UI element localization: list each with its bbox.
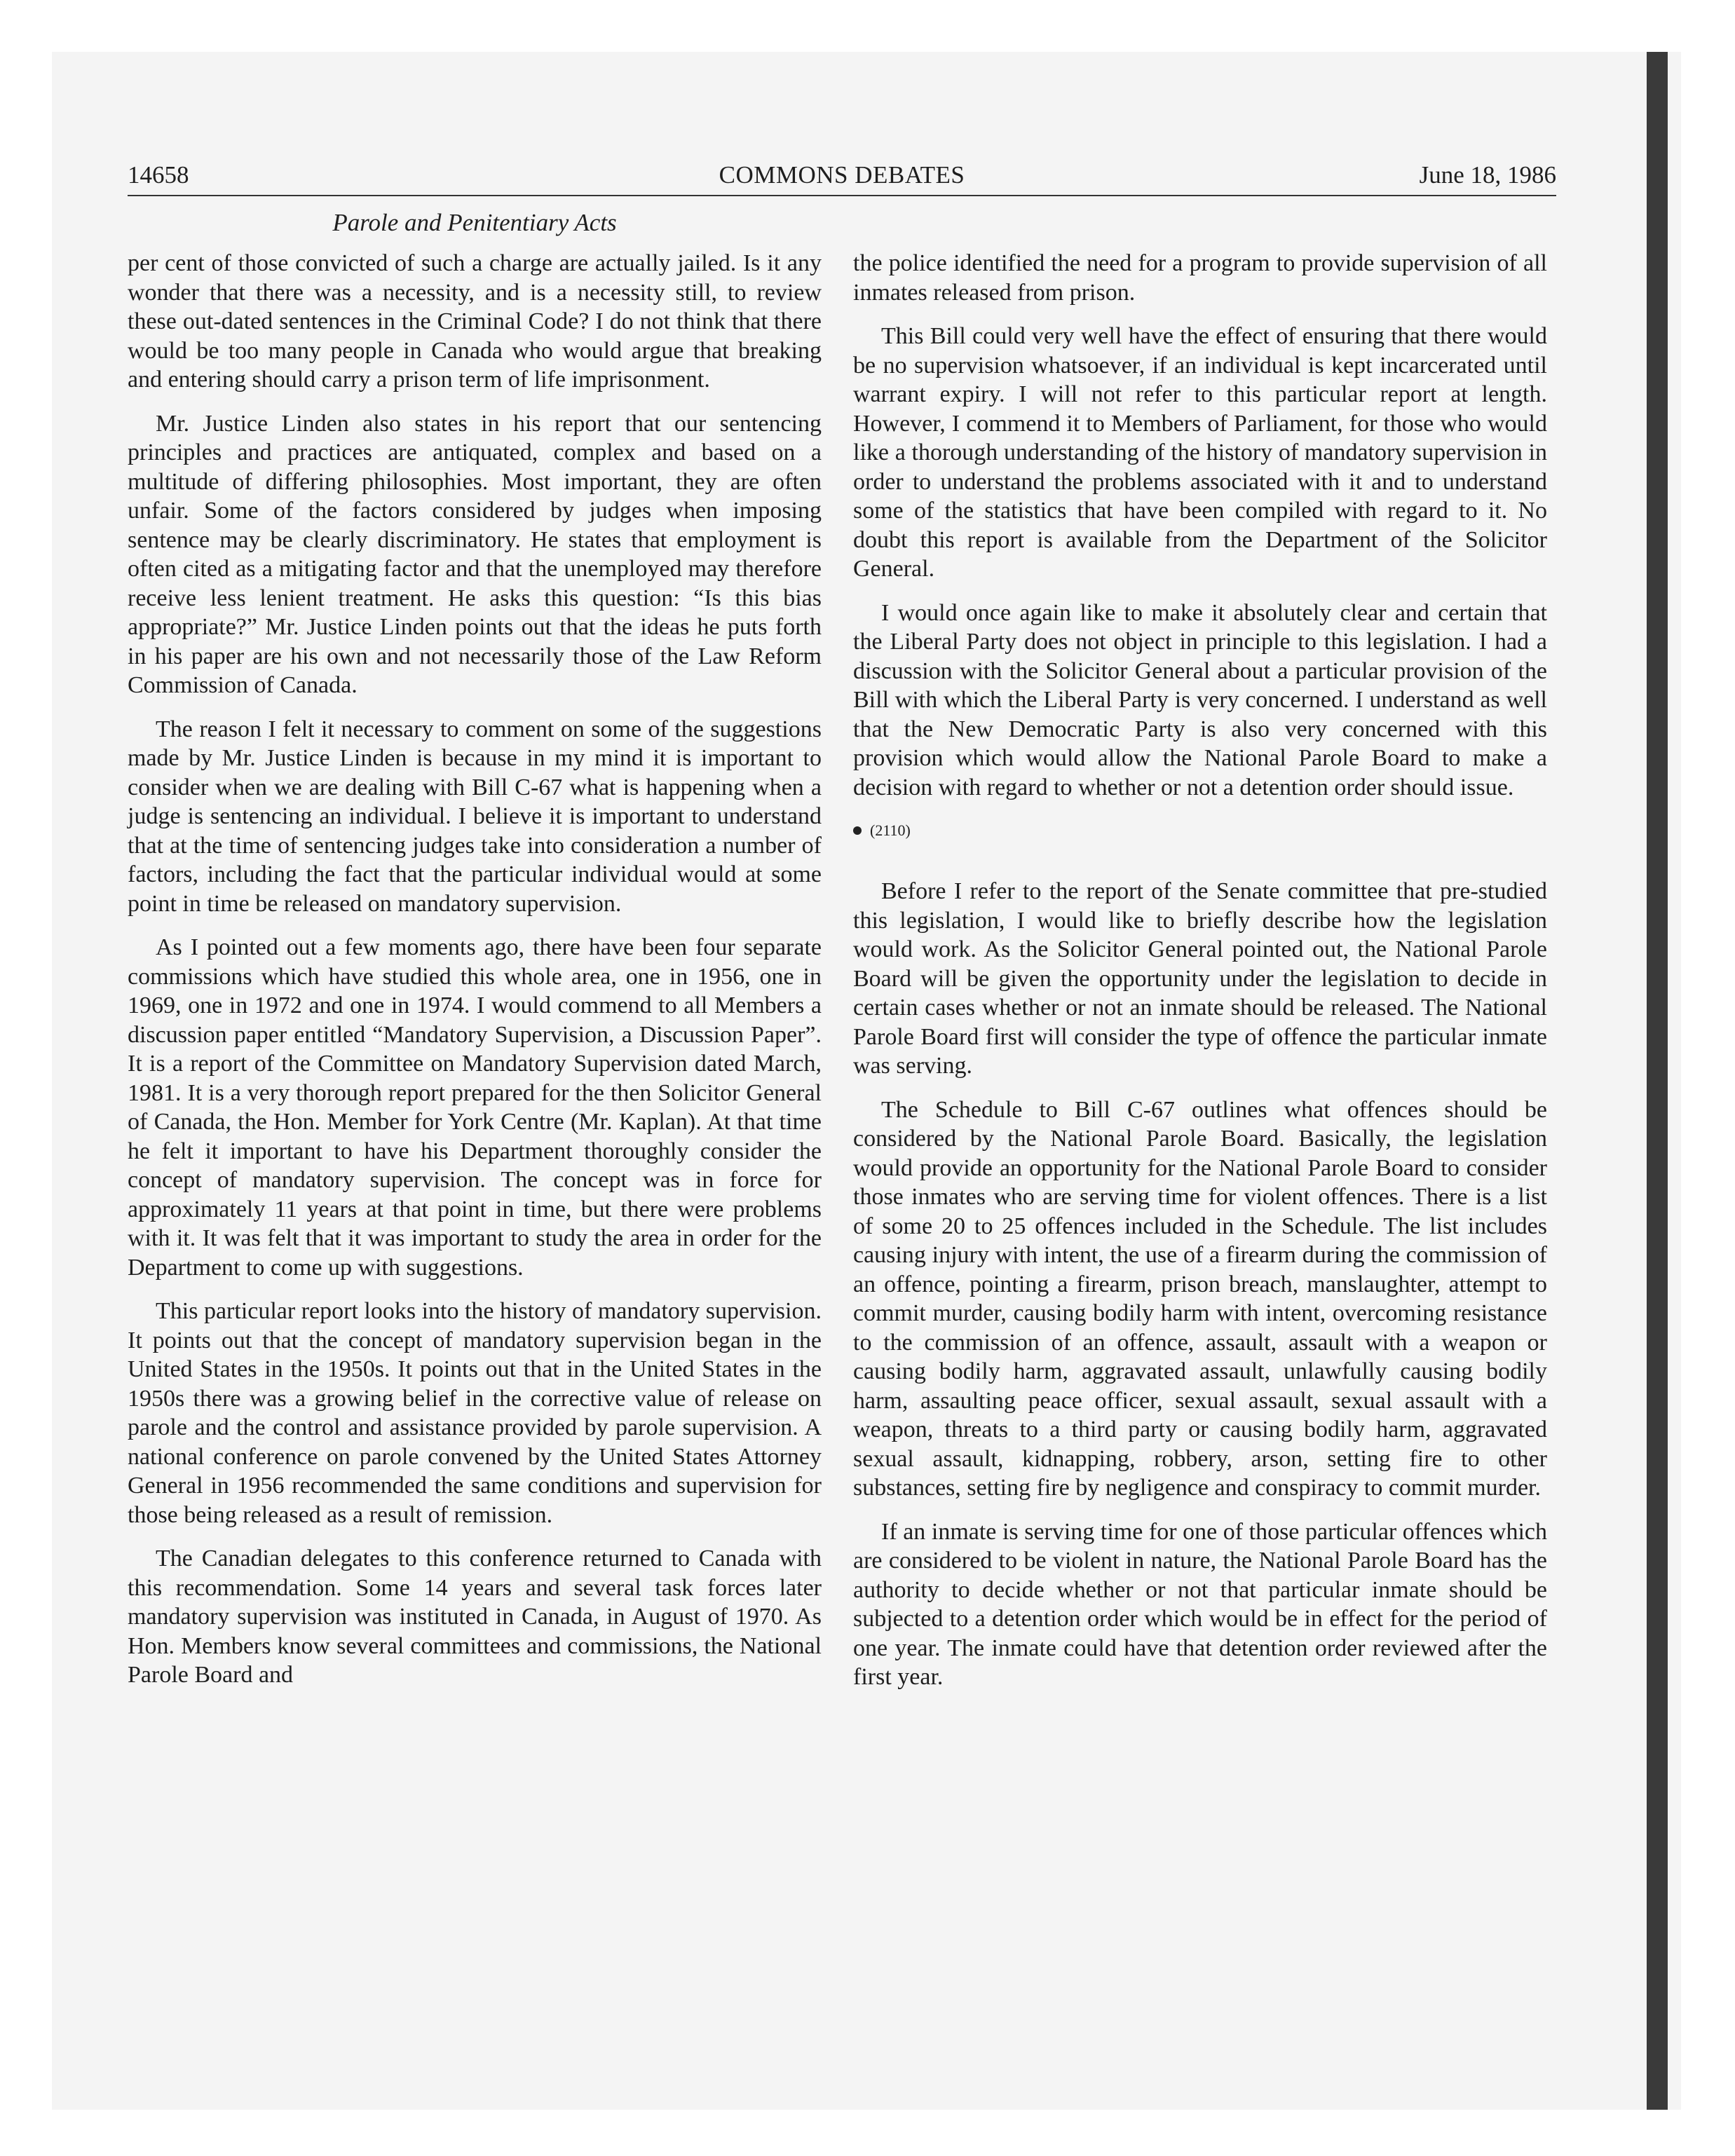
paragraph: Before I refer to the report of the Senate committee that pre-studied this legislation, I would like to briefly describe how the legislation would work. As the Solicitor General pointed out, the National Parole Board will be given the opportunity under the legislation to decide in certain cases whether or not an inmate should be released. The National Parole Board first will consider the type of offence the particular inmate was serving. <box>853 878 1547 1079</box>
paragraph: This Bill could very well have the effect of ensuring that there would be no supervision whatsoever, if an individual is kept incarcerated until warrant expiry. I will not refer to this particular report at length. However, I commend it to Members of Parliament, for those who would like a thorough understanding of the history of mandatory supervision in order to understand the problems associated with it and to understand some of the statistics that have been compiled with regard to it. No doubt this report is available from the Department of the Solicitor General. <box>853 323 1547 582</box>
publication-title: COMMONS DEBATES <box>719 161 965 189</box>
paragraph: As I pointed out a few moments ago, there have been four separate commissions which have studied this whole area, one in 1956, one in 1969, one in 1972 and one in 1974. I would commend to all Members a discussion paper entitled “Mandatory Supervision, a Discussion Paper”. It is a report of the Committee on Mandatory Supervision dated March, 1981. It is a very thorough report prepared for the then Solicitor General of Canada, the Hon. Member for York Centre (Mr. Kaplan). At that time he felt it important to have his Department thoroughly consider the concept of mandatory supervision. The concept was in force for approximately 11 years at that point in time, but there were problems with it. It was felt that it was important to study the area in order for the Department to come up with suggestions. <box>128 934 822 1281</box>
left-column <box>128 249 822 1705</box>
paragraph: The reason I felt it necessary to comment on some of the suggestions made by Mr. Justice Linden is because in my mind it is important to consider when we are dealing with Bill C-67 what is happening when a judge is sentencing an individual. I believe it is important to understand that at the time of sentencing judges take into consideration a number of factors, including the fact that the particular individual would at some point in time be released on mandatory supervision. <box>128 716 822 917</box>
right-column <box>853 249 1547 1707</box>
time-marker <box>853 817 1547 845</box>
header-rule <box>128 195 1556 196</box>
paragraph: I would once again like to make it absolutely clear and certain that the Liberal Party does not object in principle to this legislation. I had a discussion with the Solicitor General about a particular provision of the Bill with which the Liberal Party is very concerned. I understand as well that the New Democratic Party is also very concerned with this provision which would allow the National Parole Board to make a decision with regard to whether or not a detention order should issue. <box>853 599 1547 800</box>
paragraph: The Canadian delegates to this conference returned to Canada with this recommendation. Some 14 years and several task forces later mandatory supervision was instituted in Canada, in August of 1970. As Hon. Members know several committees and commissions, the National Parole Board and <box>128 1546 822 1688</box>
paragraph: If an inmate is serving time for one of those particular offences which are considered to be violent in nature, the National Parole Board has the authority to decide whether or not that particular inmate should be subjected to a detention order which would be in effect for the period of one year. The inmate could have that detention order reviewed after the first year. <box>853 1518 1547 1690</box>
binding-edge <box>1647 52 1668 2110</box>
time-marker-label: (2110) <box>870 821 911 839</box>
paragraph: per cent of those convicted of such a charge are actually jailed. Is it any wonder that there was a necessity, and is a necessity still, to review these out-dated sentences in the Criminal Code? I do not think that there would be too many people in Canada who would argue that breaking and entering should carry a prison term of life imprisonment. <box>128 250 822 393</box>
page-header <box>128 158 1556 192</box>
paragraph: the police identified the need for a program to provide supervision of all inmates released from prison. <box>853 250 1547 306</box>
running-head: Parole and Penitentiary Acts <box>332 209 617 236</box>
header-date: June 18, 1986 <box>1419 161 1556 189</box>
paragraph: This particular report looks into the history of mandatory supervision. It points out that the concept of mandatory supervision began in the United States in the 1950s. It points out that in the United States in the 1950s there was a growing belief in the corrective value of release on parole and the control and assistance provided by parole supervision. A national conference on parole convened by the United States Attorney General in 1956 recommended the same conditions and supervision for those being released as a result of remission. <box>128 1298 822 1528</box>
paragraph: Mr. Justice Linden also states in his report that our sentencing principles and practices are antiquated, complex and based on a multitude of differing philosophies. Most important, they are often unfair. Some of the factors considered by judges when imposing sentence may be clearly discriminatory. He states that employment is often cited as a mitigating factor and that the unemployed may therefore receive less lenient treatment. He asks this question: “Is this bias appropriate?” Mr. Justice Linden points out that the ideas he puts forth in his paper are his own and not necessarily those of the Law Reform Commission of Canada. <box>128 410 822 698</box>
page-number: 14658 <box>128 161 189 189</box>
paragraph: The Schedule to Bill C-67 outlines what offences should be considered by the National Parole Board. Basically, the legislation would provide an opportunity for the National Parole Board to consider those inmates who are serving time for violent offences. There is a list of some 20 to 25 offences included in the Schedule. The list includes causing injury with intent, the use of a firearm during the commission of an offence, pointing a firearm, prison breach, manslaughter, attempt to commit murder, causing bodily harm with intent, overcoming resistance to the commission of an offence, assault, assault with a weapon or causing bodily harm, aggravated assault, unlawfully causing bodily harm, assaulting peace officer, sexual assault, sexual assault with a weapon, threats to a third party or causing bodily harm, aggravated sexual assault, kidnapping, robbery, arson, setting fire to other substances, setting fire by negligence and conspiracy to commit murder. <box>853 1096 1547 1501</box>
bullet-icon <box>853 826 862 835</box>
